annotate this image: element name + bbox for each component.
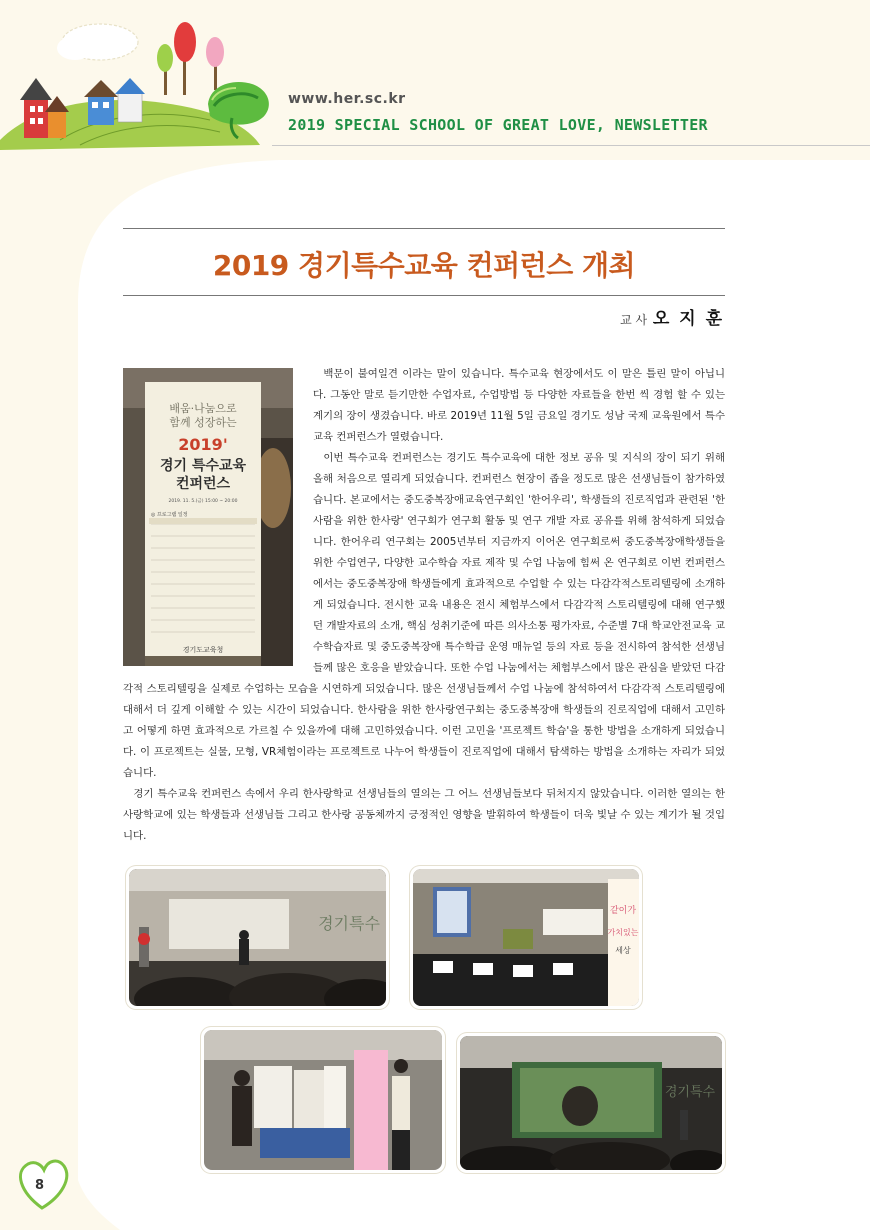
header-divider xyxy=(272,145,870,146)
banner-line1: 배움·나눔으로 xyxy=(169,402,237,415)
svg-text:경기특수: 경기특수 xyxy=(664,1085,716,1100)
article-title: 2019 경기특수교육 컨퍼런스 개최 xyxy=(212,249,636,282)
newsletter-title: 2019 SPECIAL SCHOOL OF GREAT LOVE, NEWSLETTER xyxy=(288,116,708,134)
title-bottom-rule xyxy=(123,295,725,296)
author-name: 오 지 훈 xyxy=(652,309,724,329)
svg-text:경기특수: 경기특수 xyxy=(318,914,380,933)
author-role: 교 사 xyxy=(620,313,648,327)
photo-exhibition-booth xyxy=(410,866,642,1009)
paragraph-2: 이번 특수교육 컨퍼런스는 경기도 특수교육에 대한 정보 공유 및 지식의 장이 되기 위해 올해 처음으로 열리게 되었습니다. 컨퍼런스 현장이 좁을 정도로 많은 선생님들이 참가하였습니다. 본교에서는 중도중복장애교육연구회인 '한어우리', 학생들의 진로직업과 관련된 '한사람을 위한 한사랑' 연구회가 연구회 활동 및 연구 개발 자료 공유를 위해 참석하게 되었습니다. 한어우리 연구회는 2005년부터 지금까지 이어온 연구회로써 중도중복장애학생들을 위한 수업연구, 다양한 교수학습 자료 제작 및 수업 나눔에 힘써 온 연구회로 이번 컨퍼런스에서는 중도중복장애 학생들에게 효과적으로 수업할 수 있는 다감각적스토리텔링에 소개하게 되었습니다. 전시한 교육 내용은 전시 체험부스에서 다감각적 스토리텔링에 대해 연구했던 개발자료의 소개, 핵심 성취기준에 따른 의사소통 평가자료, 수준별 7대 학교안전교육 교수학습자료 및 중도중복장애 특수학급 운영 매뉴얼 등의 자료 등을 전시하여 참석한 선생님들께 많은 호응을 받았습니다. 또한 수업 나눔에서는 체험부스에서 많은 관심을 받았던 다감각적 스토리텔링을 실제로 수업하는 모습을 시연하게 되었습니다. 많은 선생님들께서 수업 나눔에 참석하여서 다감각적 스토리텔링에 대해서 더 깊게 이해할 수 있는 시간이 되었습니다. 한사람을 위한 한사랑연구회는 중도중복장애 학생들의 진로직업에 대해서 고민하고 어떻게 하면 효과적으로 가르칠 수 있을까에 대해 고민하였습니다. 이런 고민을 '프로젝트 학습'을 통한 방법을 소개하게 되었습니다. 이 프로젝트는 실물, 모형, VR체험이라는 프로젝트로 나누어 학생들이 진로직업에 대해서 탐색하는 방법을 소개하는 자리가 되었습니다. xyxy=(123,452,725,779)
article-body xyxy=(123,364,725,847)
byline xyxy=(620,304,724,329)
photo-teachers-at-booth xyxy=(201,1027,445,1173)
banner-year: 2019' xyxy=(178,435,228,454)
photo-conference-banner xyxy=(123,368,293,666)
cloud-decoration xyxy=(57,24,138,60)
banner-org: 경기도교육청 xyxy=(182,646,224,654)
page-number: 8 xyxy=(35,1178,45,1193)
banner-program-label: ◎ 프로그램 일정 xyxy=(151,512,188,518)
booth-sign1: 같이가 xyxy=(609,906,637,916)
title-top-rule xyxy=(123,228,725,229)
paragraph-3: 경기 특수교육 컨퍼런스 속에서 우리 한사랑학교 선생님들의 열의는 그 어느 선생님들보다 뒤처지지 않았습니다. 이러한 열의는 한사랑학교에 있는 학생들과 선생님들 그리고 한사랑 공동체까지 긍정적인 영향을 발휘하여 학생들이 더욱 빛날 수 있는 계기가 될 것입니다. xyxy=(123,788,725,842)
paragraph-1: 백문이 불여일견 이라는 말이 있습니다. 특수교육 현장에서도 이 말은 틀린 말이 아닙니다. 그동안 말로 듣기만한 수업자료, 수업방법 등 다양한 자료들을 한번 씩 경험 할 수 있는 계기의 장이 생겼습니다. 바로 2019년 11월 5일 금요일 경기도 성남 국제 교육원에서 특수교육 컨퍼런스가 열렸습니다. xyxy=(313,368,725,443)
photo-presentation-screen xyxy=(457,1033,725,1173)
header-url[interactable]: www.her.sc.kr xyxy=(288,91,406,107)
banner-line2: 함께 성장하는 xyxy=(169,416,237,429)
banner-title1: 경기 특수교육 xyxy=(159,458,247,474)
photo-lecture-hall xyxy=(126,866,389,1009)
banner-date: 2019. 11. 5.(금) 15:00 ~ 20:00 xyxy=(168,499,238,504)
tree-decoration xyxy=(157,22,224,95)
booth-sign3: 세상 xyxy=(615,946,631,955)
banner-title2: 컨퍼런스 xyxy=(175,476,231,492)
booth-sign2: 가치있는 xyxy=(607,928,639,937)
